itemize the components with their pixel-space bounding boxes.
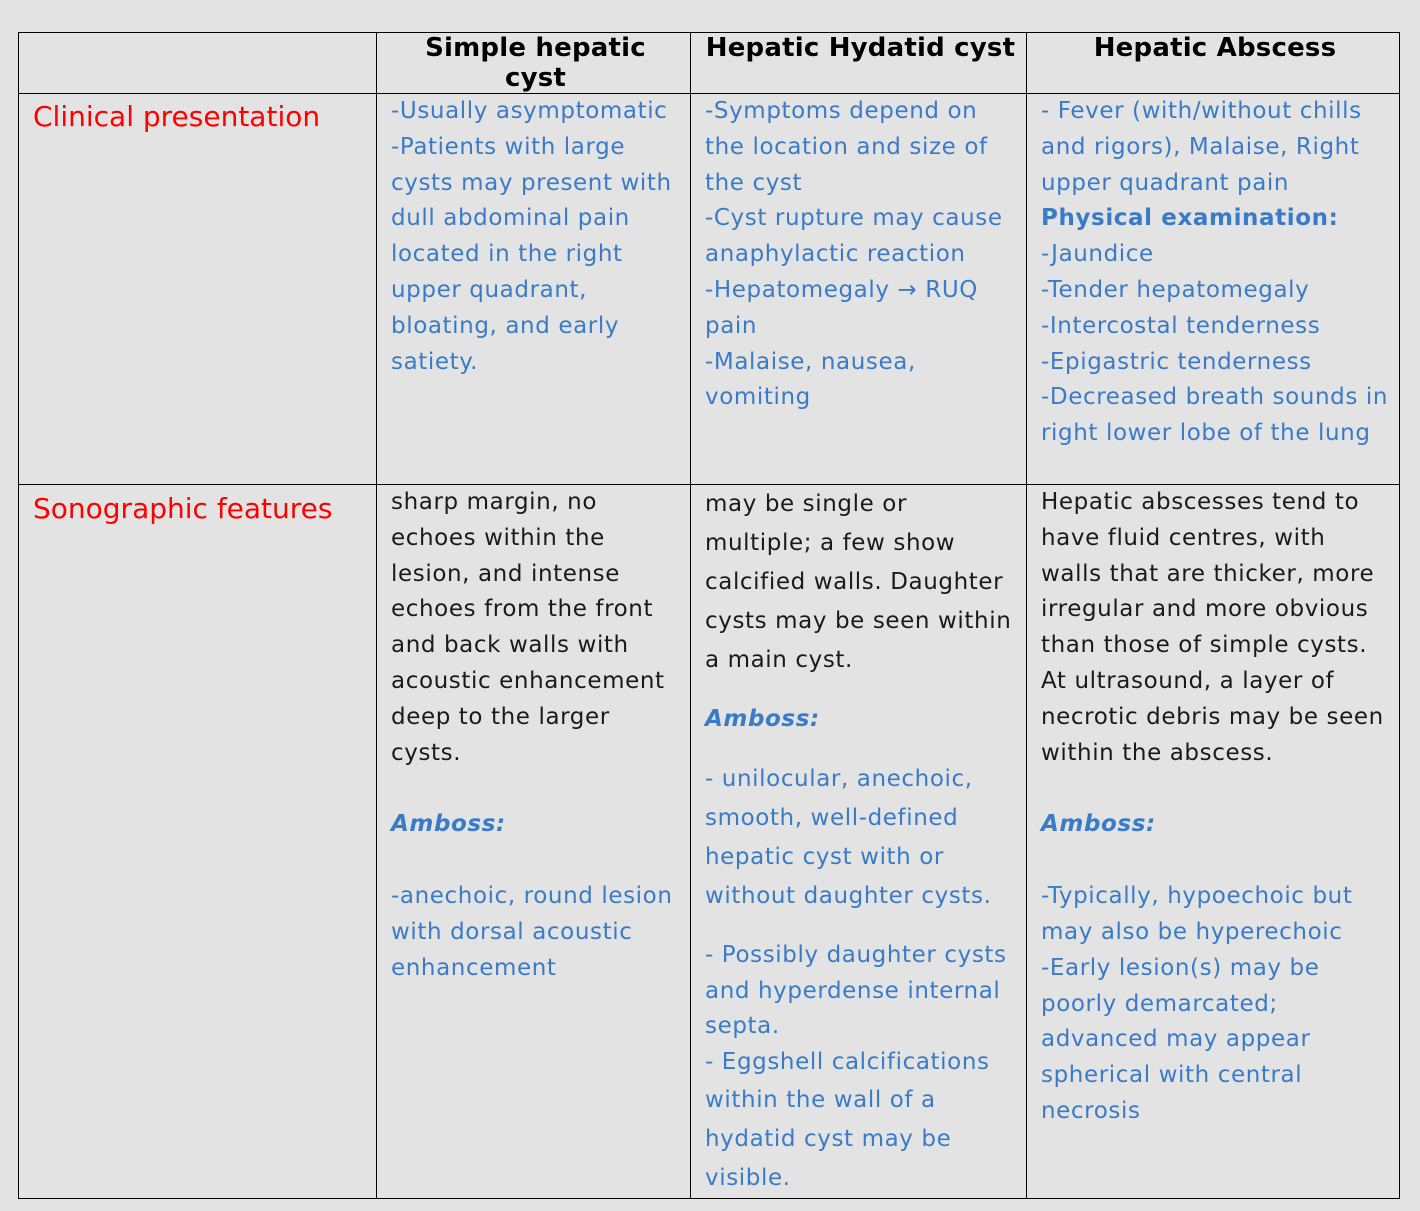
text-line: right lower lobe of the lung (1041, 420, 1371, 447)
text-line: within the abscess. (1041, 739, 1274, 766)
text-line: multiple; a few show (705, 530, 956, 556)
text-line: - unilocular, anechoic, (705, 765, 973, 792)
spacer (391, 843, 680, 879)
text-line: and rigors), Malaise, Right (1041, 133, 1360, 160)
text-line: vomiting (705, 384, 811, 411)
sono-simple-cell (377, 485, 691, 1199)
text-line: spherical with central (1041, 1062, 1303, 1089)
text-line: smooth, well-defined (705, 804, 959, 831)
text-line: -Decreased breath sounds in (1041, 384, 1389, 411)
text-line: and hyperdense internal (705, 977, 1001, 1004)
text-line: -Intercostal tenderness (1041, 312, 1321, 339)
header-row (19, 33, 1400, 94)
text-line: visible. (705, 1164, 791, 1191)
text-line: bloating, and early (391, 312, 620, 339)
text-line: acoustic enhancement (391, 667, 665, 694)
text-line: calcified walls. Daughter (705, 569, 1004, 595)
text-line: cysts may present with (391, 169, 672, 196)
text-line: may also be hyperechoic (1041, 918, 1343, 945)
text-line: - Possibly daughter cysts (705, 941, 1007, 968)
text-line: a main cyst. (705, 647, 853, 673)
text-line: upper quadrant pain (1041, 169, 1290, 196)
text-line: - Fever (with/without chills (1041, 98, 1362, 124)
row-label-sonographic-features: Sonographic features (19, 485, 377, 1199)
sono-hydatid-cell (691, 485, 1027, 1199)
text-line: and back walls with (391, 632, 629, 659)
text-line: hepatic cyst with or (705, 843, 944, 870)
header-simple-hepatic-cyst: Simple hepatic cyst (377, 33, 691, 94)
text-line: cysts may be seen within (705, 608, 1012, 634)
physical-examination-heading: Physical examination: (1041, 205, 1339, 232)
text-line: the cyst (705, 169, 803, 196)
sono-hydatid-amboss-text-2 (705, 938, 1016, 1198)
sono-abscess-description (1041, 485, 1389, 771)
text-line: anaphylactic reaction (705, 241, 966, 268)
text-line: may be single or (705, 491, 908, 517)
text-line: -Malaise, nausea, (705, 348, 916, 375)
comparison-table (18, 32, 1400, 1199)
text-line: poorly demarcated; (1041, 990, 1278, 1017)
text-line: hydatid cyst may be (705, 1125, 952, 1152)
header-empty-cell (19, 33, 377, 94)
text-line: dull abdominal pain (391, 205, 630, 232)
text-line: -anechoic, round lesion (391, 883, 673, 910)
text-line: with dorsal acoustic (391, 918, 633, 945)
text-line: -Usually asymptomatic (391, 98, 668, 124)
text-line: -Symptoms depend on (705, 98, 978, 124)
amboss-label: Amboss: (705, 706, 820, 732)
text-line: echoes within the (391, 524, 605, 551)
text-line: - Eggshell calcifications (705, 1049, 990, 1076)
text-line: At ultrasound, a layer of (1041, 667, 1335, 694)
text-line: -Jaundice (1041, 241, 1154, 268)
spacer (1041, 771, 1389, 807)
text-line: -Hepatomegaly → RUQ (705, 276, 978, 303)
clinical-abscess-cell (1027, 94, 1400, 485)
text-line: upper quadrant, (391, 276, 588, 303)
sono-abscess-amboss-text (1041, 879, 1389, 1130)
text-line: septa. (705, 1013, 780, 1040)
text-line: sharp margin, no (391, 489, 598, 515)
amboss-label: Amboss: (1041, 811, 1156, 838)
sono-abscess-cell (1027, 485, 1400, 1199)
amboss-label: Amboss: (391, 811, 506, 838)
spacer (705, 738, 1016, 760)
row-label-clinical-presentation: Clinical presentation (19, 94, 377, 485)
text-line: Hepatic abscesses tend to (1041, 489, 1360, 515)
text-line: necrosis (1041, 1097, 1141, 1124)
text-line: lesion, and intense (391, 560, 621, 587)
text-line: satiety. (391, 348, 479, 375)
text-line: the location and size of (705, 133, 988, 160)
text-line: than those of simple cysts. (1041, 632, 1368, 659)
clinical-simple-cell (377, 94, 691, 485)
text-line: enhancement (391, 954, 557, 981)
spacer (391, 771, 680, 807)
text-line: -Typically, hypoechoic but (1041, 883, 1353, 910)
text-line: echoes from the front (391, 596, 654, 623)
sono-hydatid-description (705, 485, 1016, 680)
spacer (705, 916, 1016, 938)
text-line: -Early lesion(s) may be (1041, 954, 1320, 981)
text-line: without daughter cysts. (705, 882, 992, 909)
header-hepatic-abscess: Hepatic Abscess (1027, 33, 1400, 94)
sonographic-features-row (19, 485, 1400, 1199)
sono-hydatid-amboss-text-1 (705, 760, 1016, 916)
text-line: -Cyst rupture may cause (705, 205, 1003, 232)
clinical-presentation-row (19, 94, 1400, 485)
spacer (1041, 843, 1389, 879)
clinical-hydatid-cell (691, 94, 1027, 485)
text-line: advanced may appear (1041, 1026, 1311, 1053)
text-line: -Patients with large (391, 133, 626, 160)
header-hepatic-hydatid-cyst: Hepatic Hydatid cyst (691, 33, 1027, 94)
text-line: pain (705, 312, 758, 339)
spacer (705, 680, 1016, 702)
sono-simple-description (391, 485, 680, 771)
text-line: walls that are thicker, more (1041, 560, 1375, 587)
text-line: located in the right (391, 241, 623, 268)
text-line: deep to the larger (391, 703, 610, 730)
text-line: necrotic debris may be seen (1041, 703, 1384, 730)
text-line: -Tender hepatomegaly (1041, 276, 1310, 303)
text-line: within the wall of a (705, 1086, 936, 1113)
text-line: irregular and more obvious (1041, 596, 1369, 623)
text-line: -Epigastric tenderness (1041, 348, 1312, 375)
text-line: have fluid centres, with (1041, 524, 1326, 551)
text-line: cysts. (391, 739, 462, 766)
sono-simple-amboss-text (391, 879, 680, 986)
